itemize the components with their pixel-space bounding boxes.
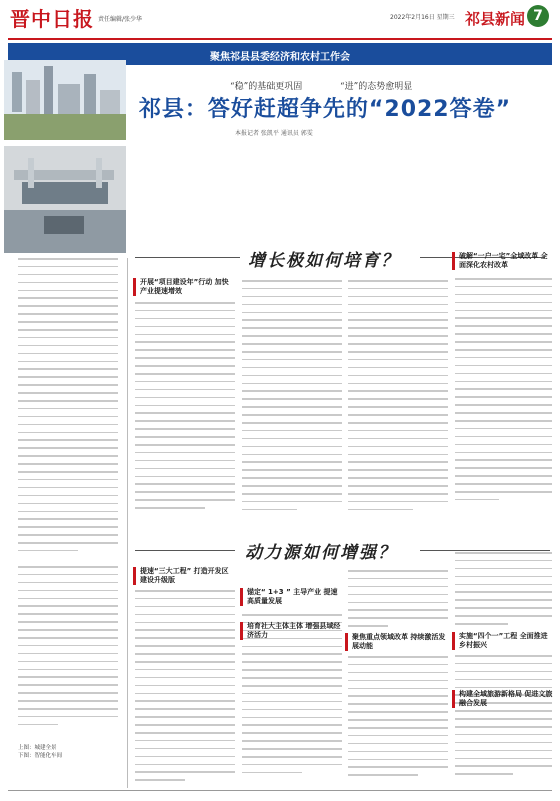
section-name: 祁县新闻 bbox=[465, 10, 526, 28]
subtitle-main-industry: 锚定“ 1+3 ” 主导产业 提速高质量发展 bbox=[240, 588, 342, 606]
subtitle-dev-zone: 提速“三大工程” 打造开发区建设升级版 bbox=[133, 567, 235, 585]
kicker-right: “进”的态势愈明显 bbox=[340, 82, 413, 92]
article-column-4 bbox=[455, 278, 552, 506]
section2-rule-right bbox=[420, 550, 550, 551]
masthead bbox=[0, 0, 560, 40]
article-column-2 bbox=[242, 280, 342, 512]
subtitle-project-year: 开展“项目建设年”行动 加快产业提速增效 bbox=[133, 278, 233, 296]
masthead-rule bbox=[8, 38, 552, 40]
issue-date: 2022年2月16日 星期三 bbox=[390, 14, 455, 21]
section-heading-power: 动力源如何增强？ bbox=[245, 543, 397, 563]
column-divider bbox=[127, 258, 128, 788]
photo-collage bbox=[4, 60, 126, 253]
footer-rule bbox=[8, 790, 552, 791]
article-column-5 bbox=[135, 590, 235, 785]
article-column-7 bbox=[348, 656, 448, 786]
photo-credit-line-1: 上图：城建全景 bbox=[18, 745, 57, 751]
subtitle-rural: 实施“四个一”工程 全面推进乡村振兴 bbox=[452, 632, 554, 650]
byline: 本报记者 张凯平 通讯员 郭雯 bbox=[235, 130, 313, 137]
photo-credit-line-2: 下图：智能化车间 bbox=[18, 753, 63, 759]
section2-rule-left bbox=[135, 550, 235, 551]
subtitle-tourism: 构建全域旅游新格局 促进文旅融合发展 bbox=[452, 690, 554, 708]
banner-text: 聚焦祁县县委经济和农村工作会 bbox=[210, 52, 350, 63]
article-column-7-top bbox=[348, 570, 448, 628]
article-column-3 bbox=[348, 280, 448, 512]
section-rule-left bbox=[135, 257, 240, 258]
page-number-badge: 7 bbox=[527, 5, 549, 27]
intro-text-block-2 bbox=[18, 566, 118, 736]
intro-text-block bbox=[18, 258, 118, 558]
subtitle-reform: 聚焦重点领域改革 持续激活发展动能 bbox=[345, 633, 447, 651]
article-column-8 bbox=[455, 655, 552, 787]
article-column-1 bbox=[135, 302, 235, 512]
article-column-8-top bbox=[455, 552, 552, 626]
editor-credit: 责任编辑/张少华 bbox=[98, 16, 143, 23]
subtitle-one-house: 破解“一户一宅”全域改革 全面深化农村改革 bbox=[452, 252, 552, 270]
newspaper-logo: 晋中日报 bbox=[10, 7, 94, 31]
main-headline: 祁县：答好赶超争先的“2022答卷” bbox=[138, 97, 512, 122]
photo-credit bbox=[18, 744, 62, 760]
kicker-left: “稳”的基础更巩固 bbox=[230, 82, 303, 92]
subtitle-market-entities: 培育社大主体主体 增强县域经济活力 bbox=[240, 622, 342, 640]
section-heading-growth: 增长极如何培育？ bbox=[248, 251, 400, 271]
